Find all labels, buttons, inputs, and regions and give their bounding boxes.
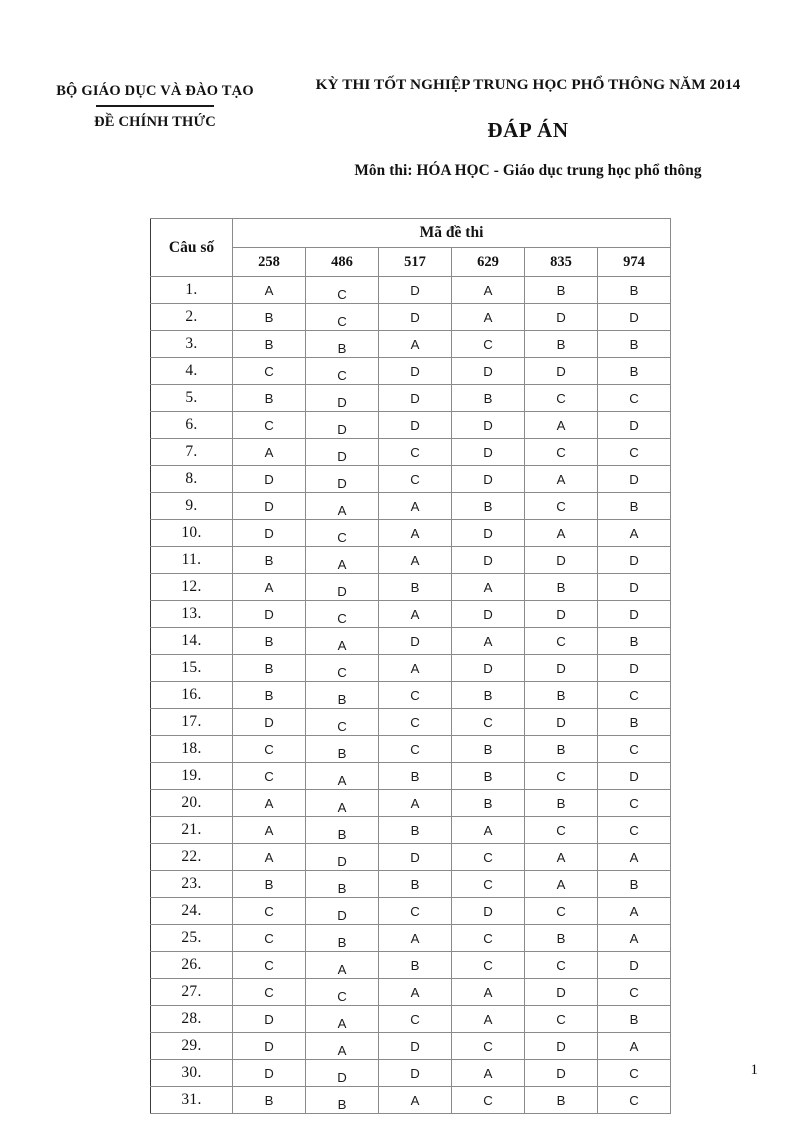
answer-cell-code-517: A	[379, 1087, 452, 1114]
answer-cell-code-974: B	[598, 628, 671, 655]
answer-cell-code-486: A	[306, 493, 379, 520]
column-header-code-2: 486	[306, 248, 379, 277]
page-number: 1	[750, 1062, 758, 1078]
exam-title-block	[280, 76, 770, 180]
answer-cell-code-835: B	[525, 736, 598, 763]
question-number-cell: 2.	[151, 304, 233, 331]
answer-cell-code-835: B	[525, 277, 598, 304]
answer-cell-code-517: C	[379, 898, 452, 925]
answer-cell-code-486: B	[306, 817, 379, 844]
table-row	[151, 574, 671, 601]
answer-cell-code-258: C	[233, 925, 306, 952]
answer-cell-code-258: D	[233, 1033, 306, 1060]
answer-cell-code-258: C	[233, 979, 306, 1006]
question-number-cell: 18.	[151, 736, 233, 763]
question-number-cell: 16.	[151, 682, 233, 709]
question-number-cell: 4.	[151, 358, 233, 385]
answer-cell-code-486: C	[306, 655, 379, 682]
table-row	[151, 979, 671, 1006]
table-row	[151, 331, 671, 358]
answer-cell-code-974: C	[598, 439, 671, 466]
answer-cell-code-835: C	[525, 763, 598, 790]
table-row	[151, 520, 671, 547]
table-body	[151, 277, 671, 1114]
question-number-cell: 26.	[151, 952, 233, 979]
answer-cell-code-517: D	[379, 844, 452, 871]
table-row	[151, 277, 671, 304]
answer-cell-code-258: D	[233, 1060, 306, 1087]
answer-cell-code-835: D	[525, 709, 598, 736]
answer-cell-code-517: C	[379, 709, 452, 736]
table-header-row-top	[151, 219, 671, 248]
answer-cell-code-974: C	[598, 979, 671, 1006]
answer-cell-code-517: C	[379, 466, 452, 493]
answer-cell-code-629: A	[452, 817, 525, 844]
answer-cell-code-517: C	[379, 439, 452, 466]
question-number-cell: 22.	[151, 844, 233, 871]
table-row	[151, 1006, 671, 1033]
answer-cell-code-486: D	[306, 412, 379, 439]
answer-cell-code-974: D	[598, 952, 671, 979]
answer-cell-code-974: D	[598, 574, 671, 601]
answer-cell-code-629: B	[452, 790, 525, 817]
answer-cell-code-835: A	[525, 412, 598, 439]
answer-cell-code-486: A	[306, 1033, 379, 1060]
column-header-code-4: 629	[452, 248, 525, 277]
answer-cell-code-517: D	[379, 1060, 452, 1087]
answer-cell-code-835: A	[525, 871, 598, 898]
answer-cell-code-629: A	[452, 1060, 525, 1087]
answer-cell-code-517: B	[379, 574, 452, 601]
answer-cell-code-835: D	[525, 979, 598, 1006]
question-number-cell: 21.	[151, 817, 233, 844]
answer-cell-code-486: C	[306, 979, 379, 1006]
table-row	[151, 601, 671, 628]
answer-cell-code-517: A	[379, 547, 452, 574]
table-row	[151, 1060, 671, 1087]
answer-cell-code-629: D	[452, 358, 525, 385]
question-number-cell: 9.	[151, 493, 233, 520]
answer-key-table	[150, 218, 671, 1114]
issuing-authority-block	[30, 76, 280, 131]
table-row	[151, 439, 671, 466]
column-header-code-1: 258	[233, 248, 306, 277]
answer-cell-code-258: A	[233, 574, 306, 601]
answer-cell-code-517: D	[379, 1033, 452, 1060]
answer-cell-code-517: D	[379, 385, 452, 412]
answer-cell-code-517: A	[379, 655, 452, 682]
answer-cell-code-517: C	[379, 736, 452, 763]
answer-cell-code-258: B	[233, 547, 306, 574]
answer-cell-code-974: D	[598, 304, 671, 331]
question-number-cell: 30.	[151, 1060, 233, 1087]
answer-cell-code-486: A	[306, 1006, 379, 1033]
answer-cell-code-486: D	[306, 844, 379, 871]
answer-cell-code-486: B	[306, 871, 379, 898]
answer-cell-code-629: D	[452, 655, 525, 682]
answer-cell-code-974: C	[598, 1087, 671, 1114]
table-row	[151, 898, 671, 925]
answer-cell-code-517: A	[379, 520, 452, 547]
answer-cell-code-486: D	[306, 574, 379, 601]
table-row	[151, 790, 671, 817]
answer-cell-code-835: D	[525, 601, 598, 628]
answer-cell-code-486: A	[306, 628, 379, 655]
answer-cell-code-486: A	[306, 547, 379, 574]
answer-cell-code-517: D	[379, 304, 452, 331]
answer-cell-code-517: A	[379, 790, 452, 817]
answer-cell-code-974: C	[598, 817, 671, 844]
answer-cell-code-486: D	[306, 439, 379, 466]
answer-cell-code-629: B	[452, 736, 525, 763]
answer-cell-code-517: A	[379, 925, 452, 952]
answer-cell-code-974: B	[598, 358, 671, 385]
answer-cell-code-974: D	[598, 655, 671, 682]
answer-cell-code-629: C	[452, 331, 525, 358]
answer-cell-code-517: D	[379, 628, 452, 655]
answer-cell-code-486: C	[306, 601, 379, 628]
answer-cell-code-629: A	[452, 277, 525, 304]
answer-cell-code-974: B	[598, 493, 671, 520]
answer-cell-code-835: C	[525, 493, 598, 520]
question-number-cell: 14.	[151, 628, 233, 655]
table-row	[151, 466, 671, 493]
answer-cell-code-629: B	[452, 763, 525, 790]
table-row	[151, 709, 671, 736]
answer-cell-code-835: C	[525, 439, 598, 466]
table-row	[151, 682, 671, 709]
answer-cell-code-629: C	[452, 709, 525, 736]
answer-cell-code-517: B	[379, 871, 452, 898]
answer-cell-code-258: A	[233, 817, 306, 844]
question-number-cell: 20.	[151, 790, 233, 817]
answer-cell-code-486: D	[306, 466, 379, 493]
answer-cell-code-835: C	[525, 628, 598, 655]
answer-cell-code-974: D	[598, 412, 671, 439]
answer-cell-code-517: A	[379, 979, 452, 1006]
answer-cell-code-629: A	[452, 628, 525, 655]
answer-cell-code-629: A	[452, 574, 525, 601]
answer-cell-code-835: D	[525, 1033, 598, 1060]
answer-cell-code-629: B	[452, 682, 525, 709]
answer-cell-code-974: A	[598, 1033, 671, 1060]
column-header-code-3: 517	[379, 248, 452, 277]
answer-cell-code-258: A	[233, 439, 306, 466]
answer-cell-code-835: D	[525, 547, 598, 574]
answer-cell-code-517: A	[379, 493, 452, 520]
answer-cell-code-629: B	[452, 493, 525, 520]
answer-cell-code-629: B	[452, 385, 525, 412]
answer-cell-code-486: C	[306, 304, 379, 331]
answer-key-table-container	[150, 218, 670, 1114]
answer-cell-code-258: B	[233, 304, 306, 331]
answer-cell-code-629: D	[452, 898, 525, 925]
column-header-code-6: 974	[598, 248, 671, 277]
answer-cell-code-974: C	[598, 1060, 671, 1087]
answer-cell-code-258: D	[233, 466, 306, 493]
question-number-cell: 19.	[151, 763, 233, 790]
answer-cell-code-629: C	[452, 871, 525, 898]
answer-cell-code-835: A	[525, 520, 598, 547]
answer-cell-code-629: C	[452, 1087, 525, 1114]
answer-cell-code-974: C	[598, 682, 671, 709]
question-number-cell: 1.	[151, 277, 233, 304]
answer-cell-code-486: C	[306, 277, 379, 304]
answer-cell-code-517: D	[379, 358, 452, 385]
answer-cell-code-258: C	[233, 952, 306, 979]
answer-cell-code-629: D	[452, 547, 525, 574]
table-row	[151, 736, 671, 763]
answer-cell-code-486: A	[306, 763, 379, 790]
answer-cell-code-258: C	[233, 763, 306, 790]
answer-cell-code-974: C	[598, 736, 671, 763]
answer-cell-code-486: B	[306, 736, 379, 763]
question-number-cell: 12.	[151, 574, 233, 601]
answer-cell-code-835: C	[525, 1006, 598, 1033]
question-number-cell: 31.	[151, 1087, 233, 1114]
exam-name: KỲ THI TỐT NGHIỆP TRUNG HỌC PHỔ THÔNG NĂM 2014	[315, 76, 741, 93]
answer-cell-code-835: D	[525, 655, 598, 682]
answer-cell-code-258: C	[233, 358, 306, 385]
answer-cell-code-629: A	[452, 979, 525, 1006]
question-number-cell: 15.	[151, 655, 233, 682]
answer-cell-code-629: D	[452, 601, 525, 628]
answer-cell-code-258: A	[233, 277, 306, 304]
answer-cell-code-517: D	[379, 277, 452, 304]
question-number-cell: 8.	[151, 466, 233, 493]
table-row	[151, 817, 671, 844]
answer-cell-code-835: D	[525, 1060, 598, 1087]
answer-cell-code-835: C	[525, 952, 598, 979]
question-number-cell: 28.	[151, 1006, 233, 1033]
answer-cell-code-486: D	[306, 898, 379, 925]
answer-cell-code-517: C	[379, 682, 452, 709]
answer-cell-code-486: B	[306, 331, 379, 358]
answer-cell-code-629: D	[452, 412, 525, 439]
answer-cell-code-629: D	[452, 466, 525, 493]
question-number-cell: 25.	[151, 925, 233, 952]
answer-cell-code-486: D	[306, 385, 379, 412]
answer-cell-code-486: C	[306, 358, 379, 385]
answer-cell-code-258: B	[233, 1087, 306, 1114]
answer-cell-code-258: C	[233, 736, 306, 763]
table-row	[151, 628, 671, 655]
table-row	[151, 358, 671, 385]
answer-cell-code-974: B	[598, 709, 671, 736]
answer-cell-code-486: C	[306, 520, 379, 547]
table-row	[151, 763, 671, 790]
answer-cell-code-258: D	[233, 1006, 306, 1033]
answer-cell-code-517: D	[379, 412, 452, 439]
answer-cell-code-258: C	[233, 898, 306, 925]
answer-cell-code-974: B	[598, 1006, 671, 1033]
table-row	[151, 412, 671, 439]
answer-cell-code-835: D	[525, 358, 598, 385]
answer-cell-code-835: B	[525, 574, 598, 601]
answer-cell-code-835: B	[525, 925, 598, 952]
document-header	[0, 0, 800, 180]
column-header-code-5: 835	[525, 248, 598, 277]
answer-cell-code-835: B	[525, 331, 598, 358]
answer-cell-code-974: A	[598, 844, 671, 871]
answer-cell-code-258: A	[233, 790, 306, 817]
table-row	[151, 493, 671, 520]
header-divider-rule	[96, 105, 214, 107]
table-row	[151, 844, 671, 871]
answer-cell-code-974: D	[598, 763, 671, 790]
answer-cell-code-258: B	[233, 871, 306, 898]
answer-cell-code-486: B	[306, 925, 379, 952]
answer-cell-code-629: A	[452, 1006, 525, 1033]
answer-cell-code-486: B	[306, 1087, 379, 1114]
ministry-name: BỘ GIÁO DỤC VÀ ĐÀO TẠO	[56, 83, 254, 99]
answer-cell-code-629: C	[452, 844, 525, 871]
answer-cell-code-974: D	[598, 547, 671, 574]
table-row	[151, 1033, 671, 1060]
table-row	[151, 304, 671, 331]
question-number-cell: 3.	[151, 331, 233, 358]
answer-cell-code-629: D	[452, 520, 525, 547]
table-row	[151, 655, 671, 682]
question-number-cell: 10.	[151, 520, 233, 547]
page-title: ĐÁP ÁN	[487, 118, 569, 142]
question-number-cell: 6.	[151, 412, 233, 439]
answer-cell-code-835: A	[525, 844, 598, 871]
answer-cell-code-974: B	[598, 331, 671, 358]
question-number-cell: 24.	[151, 898, 233, 925]
answer-cell-code-486: A	[306, 952, 379, 979]
answer-cell-code-835: B	[525, 790, 598, 817]
answer-cell-code-835: C	[525, 817, 598, 844]
question-number-cell: 5.	[151, 385, 233, 412]
answer-cell-code-835: B	[525, 682, 598, 709]
column-header-question-number: Câu số	[151, 219, 233, 277]
answer-cell-code-258: D	[233, 520, 306, 547]
column-header-exam-code-group: Mã đề thi	[233, 219, 671, 248]
answer-cell-code-835: B	[525, 1087, 598, 1114]
answer-cell-code-258: B	[233, 682, 306, 709]
answer-cell-code-974: A	[598, 898, 671, 925]
official-paper-label: ĐỀ CHÍNH THỨC	[94, 113, 216, 130]
table-header	[151, 219, 671, 277]
answer-cell-code-629: C	[452, 952, 525, 979]
answer-cell-code-629: C	[452, 1033, 525, 1060]
answer-cell-code-517: A	[379, 331, 452, 358]
answer-cell-code-258: C	[233, 412, 306, 439]
answer-cell-code-486: C	[306, 709, 379, 736]
question-number-cell: 23.	[151, 871, 233, 898]
answer-cell-code-974: B	[598, 277, 671, 304]
answer-cell-code-258: B	[233, 385, 306, 412]
table-row	[151, 871, 671, 898]
answer-cell-code-258: D	[233, 709, 306, 736]
answer-cell-code-258: B	[233, 331, 306, 358]
question-number-cell: 11.	[151, 547, 233, 574]
question-number-cell: 29.	[151, 1033, 233, 1060]
answer-cell-code-258: A	[233, 844, 306, 871]
answer-cell-code-486: A	[306, 790, 379, 817]
subject-line: Môn thi: HÓA HỌC - Giáo dục trung học phổ thông	[354, 162, 702, 179]
table-row	[151, 952, 671, 979]
answer-cell-code-974: C	[598, 385, 671, 412]
answer-cell-code-517: A	[379, 601, 452, 628]
answer-cell-code-258: B	[233, 655, 306, 682]
answer-cell-code-974: B	[598, 871, 671, 898]
answer-cell-code-517: B	[379, 763, 452, 790]
question-number-cell: 27.	[151, 979, 233, 1006]
answer-cell-code-974: A	[598, 520, 671, 547]
question-number-cell: 17.	[151, 709, 233, 736]
answer-cell-code-974: C	[598, 790, 671, 817]
answer-cell-code-258: B	[233, 628, 306, 655]
answer-cell-code-486: B	[306, 682, 379, 709]
answer-cell-code-974: A	[598, 925, 671, 952]
answer-cell-code-629: A	[452, 304, 525, 331]
answer-cell-code-974: D	[598, 601, 671, 628]
answer-cell-code-974: D	[598, 466, 671, 493]
answer-cell-code-258: D	[233, 601, 306, 628]
answer-cell-code-517: C	[379, 1006, 452, 1033]
answer-cell-code-517: B	[379, 952, 452, 979]
table-row	[151, 547, 671, 574]
answer-cell-code-835: A	[525, 466, 598, 493]
answer-cell-code-258: D	[233, 493, 306, 520]
question-number-cell: 13.	[151, 601, 233, 628]
table-row	[151, 1087, 671, 1114]
answer-cell-code-517: B	[379, 817, 452, 844]
answer-cell-code-835: C	[525, 385, 598, 412]
answer-cell-code-835: C	[525, 898, 598, 925]
answer-cell-code-629: C	[452, 925, 525, 952]
question-number-cell: 7.	[151, 439, 233, 466]
answer-cell-code-835: D	[525, 304, 598, 331]
answer-cell-code-486: D	[306, 1060, 379, 1087]
answer-cell-code-629: D	[452, 439, 525, 466]
table-row	[151, 925, 671, 952]
table-row	[151, 385, 671, 412]
